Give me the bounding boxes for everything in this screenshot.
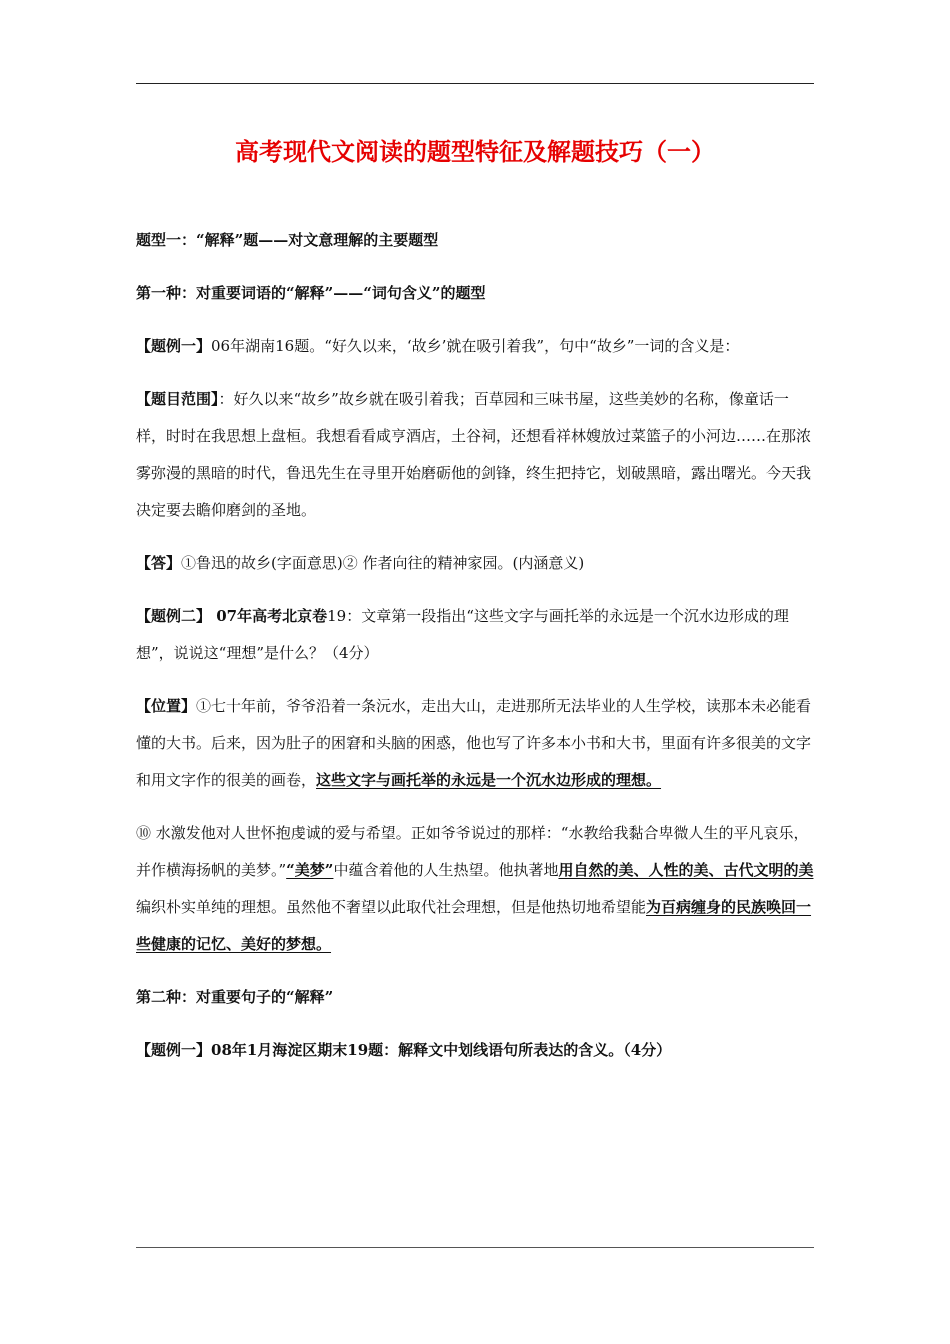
document-title: 高考现代文阅读的题型特征及解题技巧（一）	[235, 138, 715, 166]
para10-text-3: 编织朴实单纯的理想。虽然他不奢望以此取代社会理想，但是他热切地希望能	[136, 898, 647, 916]
example-1-text: 06年湖南16题。“好久以来，‘故乡’就在吸引着我”，句中“故乡”一词的含义是：	[211, 337, 740, 355]
position-text: ①七十年前，爷爷沿着一条沅水，走出大山，走进那所无法毕业的人生学校，读那本未必能看懂的大书。后来，因为肚子的困窘和头脑的困惑，他也写了许多本小书和大书，里面有许多很美的文字和用文字作的很美的画卷，	[136, 697, 812, 789]
answer-label: 【答】	[136, 554, 182, 572]
para10-underlined-1: “美梦”	[286, 861, 334, 879]
paragraph-10	[136, 815, 816, 963]
subsection-heading-sentences: 第二种：对重要句子的“解释”	[136, 988, 334, 1006]
para10-text-2: 中蕴含着他的人生热望。他执著地	[333, 861, 559, 879]
para10-underlined-3: 为百病缠身的民族唤回一些健康的记忆、美好的梦想。	[136, 898, 812, 953]
footer-rule	[136, 1247, 814, 1248]
example-1-paragraph	[136, 328, 816, 365]
scope-text: ：好久以来“故乡”故乡就在吸引着我；百草园和三味书屋，这些美妙的名称，像童话一样，时时在我思想上盘桓。我想看看咸亨酒店，土谷祠，还想看祥林嫂放过菜篮子的小河边……在那浓雾弥漫的黑暗的时代，鲁迅先生在寻里开始磨砺他的剑锋，终生把持它，划破黑暗，露出曙光。今天我决定要去瞻仰磨剑的圣地。	[136, 390, 812, 519]
para10-underlined-2: 用自然的美、人性的美、古代文明的美	[558, 861, 814, 879]
scope-paragraph	[136, 381, 816, 529]
example-3-paragraph: 【题例一】08年1月海淀区期末19题：解释文中划线语句所表达的含义。（4分）	[136, 1041, 672, 1059]
para10-text-1: ⑩ 水激发他对人世怀抱虔诚的爱与希望。正如爷爷说过的那样：“水教给我黏合卑微人生的平凡哀乐，并作横海扬帆的美梦。”	[136, 824, 809, 879]
answer-paragraph	[136, 545, 816, 582]
position-paragraph	[136, 688, 816, 799]
example-2-label: 【题例二】	[136, 607, 212, 625]
header-rule	[136, 83, 814, 84]
subsection-heading-words: 第一种：对重要词语的“解释”——“词句含义”的题型	[136, 284, 486, 302]
scope-label: 【题目范围】	[136, 390, 219, 408]
section-heading-type1: 题型一：“解释”题——对文意理解的主要题型	[136, 231, 439, 249]
example-2-text: 19：文章第一段指出“这些文字与画托举的永远是一个沉水边形成的理想”，说说这“理想”是什么？（4分）	[136, 607, 789, 662]
example-2-source: 07年高考北京卷	[211, 607, 328, 625]
example-2-paragraph	[136, 598, 816, 672]
answer-text: ①鲁迅的故乡(字面意思)② 作者向往的精神家园。(内涵意义)	[181, 554, 585, 572]
position-label: 【位置】	[136, 697, 197, 715]
position-underlined-sentence: 这些文字与画托举的永远是一个沉水边形成的理想。	[316, 771, 662, 789]
document-body	[136, 222, 816, 1069]
example-1-label: 【题例一】	[136, 337, 212, 355]
